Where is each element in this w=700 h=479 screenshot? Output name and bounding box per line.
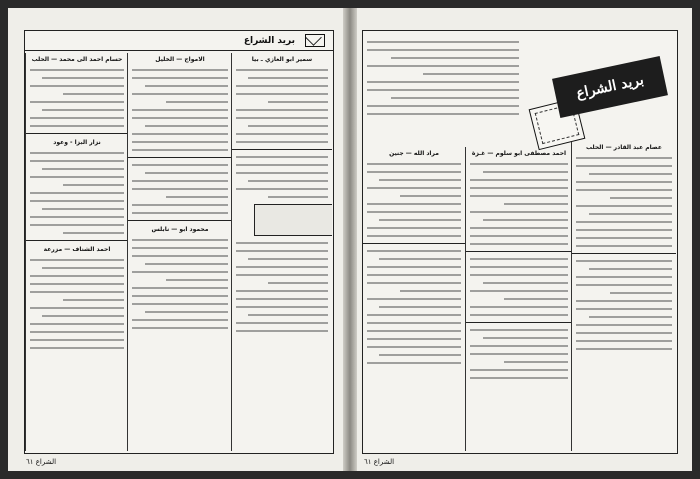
right-page-frame	[362, 30, 678, 454]
logo-banner	[552, 56, 668, 118]
envelope-icon	[305, 34, 325, 47]
decorative-box	[254, 204, 332, 236]
letter-title: مراد الله — جنين	[389, 150, 439, 157]
letter-column-c	[363, 147, 465, 451]
letter-title: محمود ابو — نابلس	[151, 226, 209, 233]
left-page	[24, 14, 336, 466]
page-folio: الشراع ٦١	[364, 458, 395, 466]
letter-title: سمير ابو الغازي ـ بيا	[251, 56, 313, 63]
letter-column-b	[465, 147, 572, 451]
logo-text: بريد الشراع	[574, 72, 646, 102]
letter-title: احمد مصطفى ابو سلوم — غـزة	[471, 150, 567, 157]
letter-title: الامواج — الخليل	[155, 56, 205, 63]
section-title: بريد الشراع	[243, 35, 295, 46]
section-header	[25, 31, 333, 51]
letter-column-1	[231, 53, 332, 451]
page-gutter	[343, 8, 357, 471]
letter-column-3	[25, 53, 128, 451]
letter-title: عصام عبد القادر — الحلب	[586, 144, 662, 151]
letter-column-2	[127, 53, 232, 451]
page-folio: الشراع ٦١	[26, 458, 57, 466]
letter-title: حسام احمد الى محمد — الحلب	[31, 56, 123, 63]
letter-title: احمد الشناف — مزرعة	[43, 246, 111, 253]
letter-title: نزار البزا - وعود	[53, 139, 101, 146]
left-page-frame	[24, 30, 334, 454]
letter-column-a	[571, 141, 676, 451]
right-page	[362, 14, 680, 466]
intro-column	[363, 35, 523, 141]
